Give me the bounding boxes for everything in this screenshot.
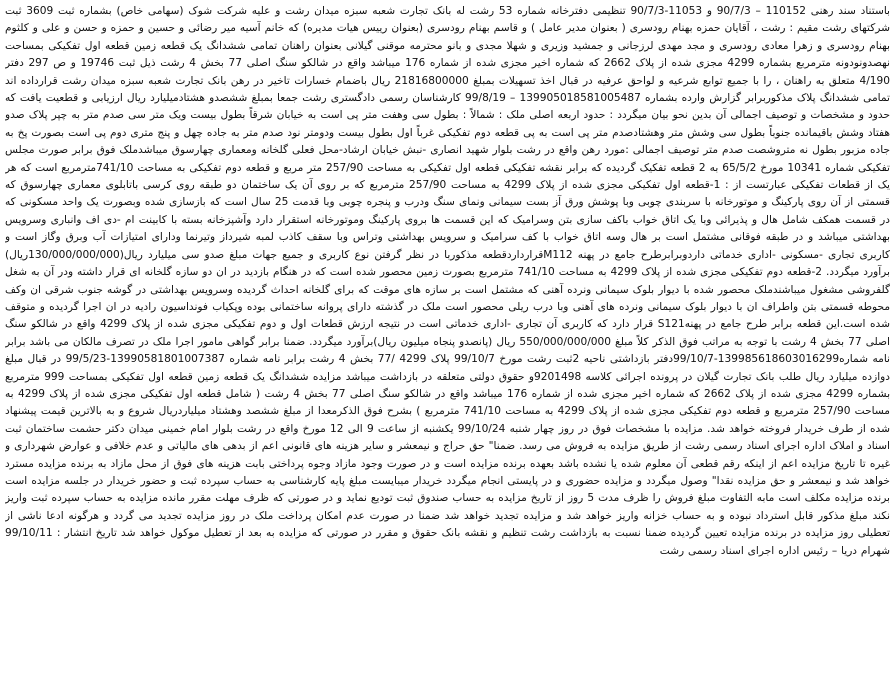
notice-document bbox=[5, 3, 890, 687]
notice-body-text: باستناد سند رهنی 110152 – 90/7/3 و 11053-90/7/3 تنظیمی دفترخانه شماره 53 رشت له بانک تجارت شعبه سبزه میدان رشت و علیه شرکت شوک (سهامی خاص) بشماره ثبت 3609 ثبت شرکتهای رشت مقیم : رشت ، آقایان حمزه بهنام رودسری ( بعنوان مدیر عامل ) و قاسم بهنام رودسری (بعنوان رییس هیات مدیره) که خانم آسیه میر رضائی و حسین و حمزه و حسن و علی و کلثوم بهنام رودسری و زهرا معادی رودسری و مجد مهدی لرزجانی و جمشید وزیری و شهلا مجدی و بانو محترمه موقنی گیلانی بعنوان راهنان تمامی ششدانگ یک قطعه زمین قطعه اول تفکیکی بمساحت نهصدونودونه مترمربع بشماره 4299 مجزی شده از پلاک 2662 که شماره اخیر مجزی شده از شماره 176 میباشد واقع در شالکو سنگ اصلی 77 بخش 4 رشت ذیل ثبت 19746 و ص 297 دفتر 4/190 متعلق به راهنان ، را با جمیع توابع شرعیه و لواحق عرفیه در قبال اخذ تسهیلات بمبلغ 21816800000 ریال باضمام خسارات تاخیر در رهن بانک تجارت شعبه سبزه میدان رشت قرارداده اند تمامی ششدانگ پلاک مذکوربرابر گزارش وارده بشماره 139905018581005487 – 99/8/19 کارشناسان رسمی دادگستری رشت جمعا بمبلغ ششصدو هشتادمیلیارد ریال ارزیابی و قطعیت یافت که حدود و مشخصات و توصیف اجمالی آن بدین نحو بیان میگردد : حدود اربعه اصلی ملک : شمالاً : بطول سی وهفت متر پی است به خیابان شرقاً بطول بیست ویک متر سی صدم متر به چپر پلاک صدو هفتاد وشش باقیمانده جنوباً بطول سی وشش متر وهشتادصدم متر پی است به پی قطعه دوم تفکیکی غرباً اول بطول بیست ودومتر نود صدم متر به جاده چهل و پنج متری دوم پی است بصورت پخ به جاده مزبور بطول نه متروشصت صدم متر توصیف اجمالی :مورد رهن واقع در رشت بلوار شهید انصاری -نبش خیابان ارشاد-محل فعلی گلخانه ومعماری چهارسوق میباشدملک فوق برابر صورت مجلس تفکیکی شماره 10341 مورخ 65/5/2 به 2 قطعه تفکیک گردیده که برابر نقشه تفکیکی قطعه اول تفکیکی به مساحت 257/90 متر مربع و قطعه دوم تفکیکی به مساحت 741/10مترمربع است که هر یک از قطعات تفکیکی عبارتست از : 1-قطعه اول تفکیکی مجزی شده از پلاک 4299 به مساحت 257/90 مترمربع که بر روی آن یک ساختمان دو طبقه روی کرسی باتابلوی معماری چهارسوق که قسمتی از آن روی پارکینگ و موتورخانه با سربندی چوبی وبا پوشش ورق آز بست سیمانی ونمای سنگ ودرب و پنجره چوبی وبا قدمت 25 سال است که بازسازی شده وبصورت یک واحد مسکونی که در قسمت همکف شامل هال و پذیرائی وبا یک اتاق خواب باکف سازی بتن وسرامیک که این قسمت ها بروی پارکینگ وموتورخانه استقرار دارد وآشپزخانه بسته با کابینت ام -دی اف وانباری وسرویس بهداشتی میباشد و در طبقه فوقانی مشتمل است بر هال وسه اتاق خواب با کف سرامیک و سرویس بهداشتی وتراس وبا سقف کاذب لمبه شیرداز وتیرنما ودارای امتیازات آب وبرق وگاز است و کاربری تجاری -مسکونی -اداری خدماتی داردوبرابرطرح جامع در پهنه M112قرارداردقطعه مذکوربا در نظر گرفتن نوع کاربری و جمیع جهات مبلغ صدو سی میلیارد ریال(130/000/000/000ریال) برآورد میگردد. 2-قطعه دوم تفکیکی مجزی شده از پلاک 4299 به مساحت 741/10 مترمربع بصورت زمین محصور شده است که در هنگام بازدید در ان دو سازه گلخانه ای قرار داشته ودر آن به شغل گلفروشی مشغول میباشندملک محصور شده با دیوار بلوک سیمانی ونرده آهنی که مشتمل است بر سازه های موقت که برای گلخانه احداث گردیده وسرویس بهداشتی در گوشه جنوب شرقی ان وکف محوطه قسمتی بتن واطراف ان با دیوار بلوک سیمانی ونرده های آهنی وبا درب ریلی محصور است ملک در گذشته دارای پروانه ساختمانی بوده وپکیاب فونداسیون رادیه در ان اجرا گردیده و متوقف شده است.این قطعه برابر طرح جامع در پهنهS121 قرار دارد که کاربری آن تجاری -اداری خدماتی است در نتیجه ارزش قطعات اول و دوم تفکیکی مجزی شده از پلاک 4299 واقع در شالکو سنگ اصلی 77 بخش 4 رشت با توجه به مراتب فوق الذکر کلاً مبلغ 550/000/000/000 ریال (پانصدو پنجاه میلیون ریال)برآورد میگردد. ضمنا برابر گواهی مامور اجرا ملک در تصرف مالکان می باشد برابر نامه شماره139985618603016299-99/10/7دفتر بازداشتی ناحیه 2ثبت رشت مورخ 99/10/7 پلاک 4299 /77 بخش 4 رشت برابر نامه شماره 13990581801007387-99/5/23 در قبال مبلغ دوازده میلیارد ریال طلب بانک تجارت گیلان در پرونده اجرائی کلاسه 9201498و حقوق دولتی متعلقه در بازداشت میباشد مزایده ششدانگ یک قطعه زمین قطعه اول تفکیکی بمساحت 999 مترمربع بشماره 4299 مجزی شده از پلاک 2662 که شماره اخیر مجزی شده از شماره 176 میباشد واقع در شالکو سنگ اصلی 77 بخش 4 رشت ( شامل قطعه اول تفکیکی مجزی شده از پلاک 4299 به مساحت 257/90 مترمربع و قطعه دوم تفکیکی مجزی شده از پلاک 4299 به مساحت 741/10 مترمربع ) بشرح فوق الذکرمعدا از مبلغ ششصد وهشتاد میلیاردریال شروع و به بالاترین قیمت پیشنهاد شده از طرف خریدار فروخته خواهد شد. مزایده با مشخصات فوق در روز چهار شنبه 99/10/24 یکشنبه از ساعت 9 الی 12 مورخ واقع در رشت بلوار امام خمینی میدان دکتر حشمت ساختمان ثبت اسناد و املاک اداره اجرای اسناد رسمی رشت از طریق مزایده به فروش می رسد. ضمنا" حق حراج و نیمعشر و سایر هزینه های قانونی اعم از بدهی های مالیاتی و عدم خلافی و عوارض شهرداری و غیره تا تاریخ مزایده اعم از اینکه رقم قطعی آن معلوم شده یا نشده باشد بعهده برنده مزایده است و در صورت وجود مازاد وجوه پرداختی بابت هزینه های فوق از محل مازاد به برنده مزایده مسترد خواهد شد و نیمعشر و حق مزایده نقدا" وصول میگردد و مزایده حضوری و در پایستی انجام میگردد خریدار میبایست مبلغ پایه کارشناسی به حساب سپرده ثبت و حضور خریدار در جلسه مزایده است برنده مزایده مکلف است مابه التفاوت مبلغ فروش را ظرف مدت 5 روز از تاریخ مزایده به حساب صندوق ثبت تودیع نماید و در صورتی که ظرف مهلت مقرر مانده مزایده به حساب سپرده ثبت واریز نکند مبلغ مذکور قابل استرداد نبوده و به حساب خزانه واریز خواهد شد و مزایده تجدید خواهد شد ضمنا در صورت عدم امکان پرداخت ملک در روز مزایده تجدید می گردد و هرگونه ادعا ناشی از تعطیلی روز مزایده در برنده مزایده تعیین گردیده ضمنا نسبت به بازداشت رشت تنظیم و نقشه بانک حقوق و مقرر در صورتی که مزایده به بعد از تعطیل موکول خواهد شد تاریخ انتشار : 99/10/11 شهرام دریا – رئیس اداره اجرای اسناد رسمی رشت bbox=[5, 5, 890, 557]
